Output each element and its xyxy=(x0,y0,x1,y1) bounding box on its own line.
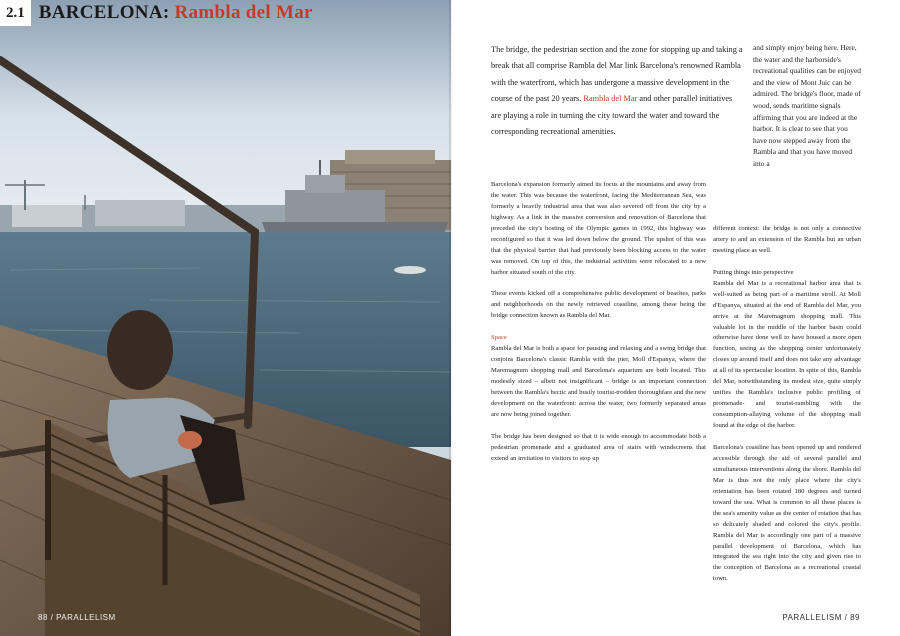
chapter-title xyxy=(39,2,313,24)
intro-text-before: The bridge, the pedestrian section and the zone for stopping up and taking a break that all comprise Rambla del Mar link Barcelona's renowned Rambla with the waterfront, which has undergone a massive development in the course of the past 20 years. xyxy=(491,45,743,104)
body-paragraph: Barcelona's expansion formerly aimed its focus at the mountains and away from the water. This was because the waterfront, facing the Mediterranean Sea, was formerly a heavily industrial area that was also severed off from the city by a highway. As a link in the massive conversion and renovation of Barcelona that preceded the city's hosting of the Olympic games in 1992, this highway was reconfigured so that it was led down below the ground. The upshot of this was that the physical barrier that had previously been blocking access to the water was removed. On top of this, the industrial activities were relocated to a new harbor situated south of the city. xyxy=(491,181,706,276)
body-paragraph: Rambla del Mar is a recreational harbor area that is well-suited as being part of a maritime stroll. At Moll d'Espanya, situated at the end of Rambla del Mar, you arrive at the Maremagnum shopping mall. This valuable lot in the middle of the harbor basin could otherwise have done well to have housed a more open function, seeing as the shopping center unfortunately closes up around itself and does not take any advantage at all of its spectacular location. In spite of this, Rambla del Mar, notwithstanding its modest size, quite simply unifies the Rambla's inclusive public profiling of promenade- and tourist-rambling with the consumption-allaying volume of the shopping mall found at the edge of the harbor. xyxy=(713,279,861,430)
chapter-header xyxy=(0,0,313,26)
body-column-right xyxy=(713,224,861,596)
section-perspective xyxy=(713,268,861,432)
page-folio-right: PARALLELISM / 89 xyxy=(782,613,860,622)
chapter-subtitle: Rambla del Mar xyxy=(174,2,313,23)
body-paragraph: different context: the bridge is not only a connective artery to and an extension of the Rambla but an urban meeting place as well. xyxy=(713,225,861,254)
intro-text-after: and other parallel initiatives are playing a role in turning the city toward the water and toward the corresponding recreational amenities. xyxy=(491,94,733,137)
chapter-title-city: BARCELONA: xyxy=(38,2,170,23)
body-column-left xyxy=(491,180,706,475)
page-folio-left: 88 / PARALLELISM xyxy=(38,613,116,622)
body-paragraph: These events kicked off a comprehensive public development of beaches, parks and neighborhoods on the newly retrieved coastline, among these being the bridge connection known as Rambla del Mar. xyxy=(491,290,706,320)
chapter-number: 2.1 xyxy=(0,0,31,26)
intro-paragraph xyxy=(491,42,743,140)
text-page xyxy=(453,0,900,636)
intro-aside: and simply enjoy being here. Here, the water and the harborside's recreational qualities can be enjoyed and the view of Mont Juic can be admired. The bridge's floor, made of wood, sends maritime signals affirming that you are indeed at the harbor. It is clear to see that you have now stepped away from the Rambla and that you have moved into a xyxy=(753,43,861,168)
body-paragraph: Rambla del Mar is both a space for pausing and relaxing and a swing bridge that conjoins Barcelona's classic Rambla with the pier, Moll d'Espanya, where the Maremagnum shopping mall and Barcelona's aquarium are both located. This modestly sized – albeit not insignificant – bridge is an important connection between the Rambla's hectic and busily tourist-trodden thoroughfare and the new development on the waterfront: across the water, two formerly separated areas are now being joined together. xyxy=(491,345,706,418)
body-paragraph: The bridge has been designed so that it is wide enough to accommodate both a pedestrian promenade and a graduated area of stairs with windscreens that extend an invitation to visitors to stop up xyxy=(491,432,706,462)
intro-highlight: Rambla del Mar xyxy=(583,94,638,104)
section-heading-perspective: Putting things into perspective xyxy=(713,268,794,276)
section-space xyxy=(491,333,706,421)
body-paragraph: Barcelona's coastline has been opened up and rendered accessible through the aid of several parallel and simultaneous interventions along the shore. Rambla del Mar is thus not the only place where the city's orientation has been rotated 180 degrees and turned toward the sea. What is common to all these places is the sea's amenity value as the center of rotation that has so delicately shaded and colored the city's profile. Rambla del Mar is accordingly one part of a massive parallel development of Barcelona, which has integrated the sea right into the city and given rise to the conception of Barcelona as a recreational coastal town. xyxy=(713,443,861,583)
section-heading-space: Space xyxy=(491,334,507,342)
